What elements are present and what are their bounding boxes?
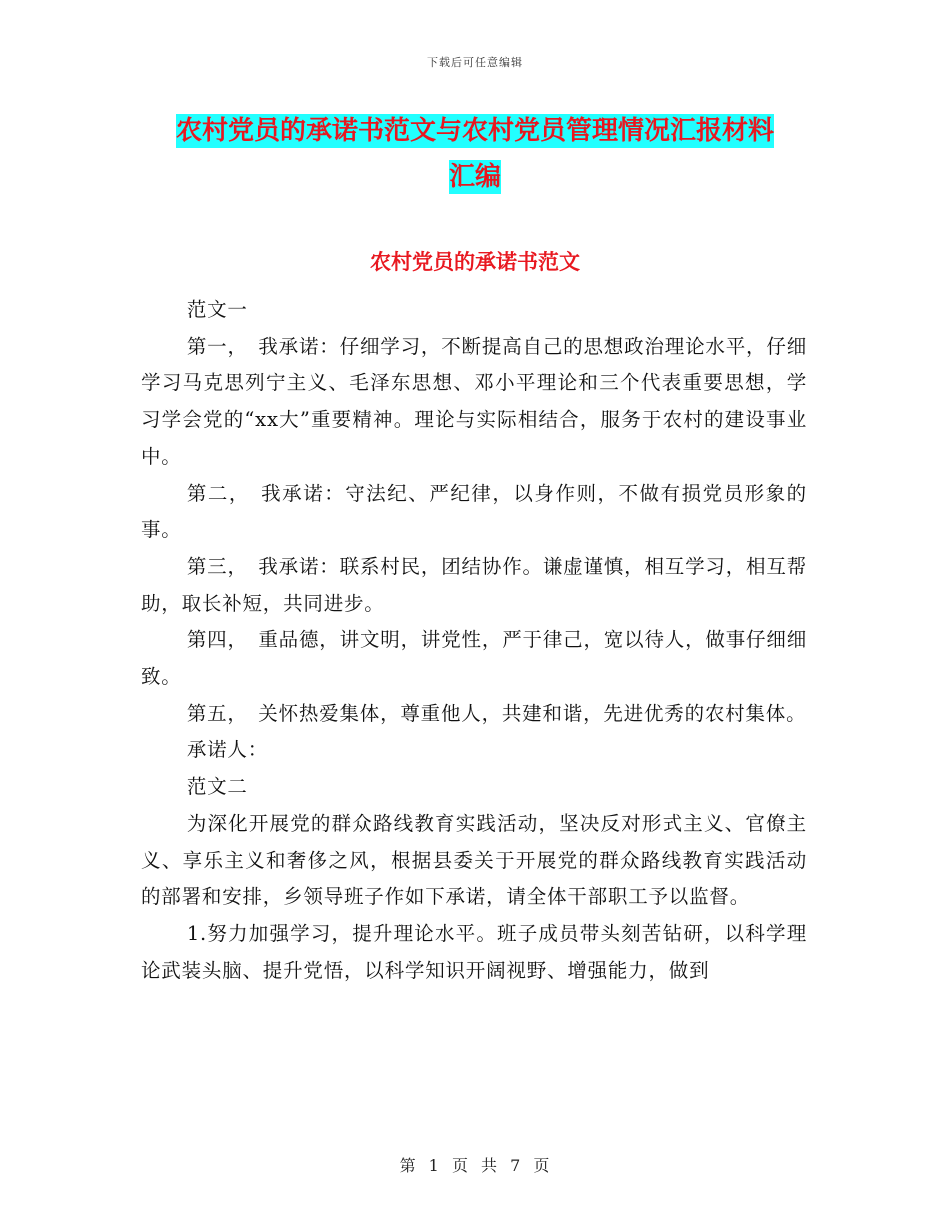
paragraph-pledge-4: 第四， 重品德，讲文明，讲党性，严于律己，宽以待人，做事仔细细致。	[141, 628, 807, 689]
document-title-line-2: 汇编	[448, 162, 501, 192]
paragraph-intro: 为深化开展党的群众路线教育实践活动，坚决反对形式主义、官僚主义、享乐主义和奢侈之风，根据县委关于开展党的群众路线教育实践活动的部署和安排，乡领导班子作如下承诺，请全体干部职工予以监督。	[141, 811, 807, 909]
paragraph-pledge-3: 第三， 我承诺：联系村民，团结协作。谦虚谨慎，相互学习，相互帮助，取长补短，共同进步。	[141, 554, 807, 615]
document-body	[141, 292, 807, 989]
paragraph-sample-1-heading: 范文一	[186, 298, 248, 321]
paragraph-pledge-2: 第二， 我承诺：守法纪、严纪律，以身作则，不做有损党员形象的事。	[141, 481, 807, 542]
paragraph-sample-2-heading: 范文二	[186, 775, 248, 799]
document-title	[140, 108, 810, 200]
page-header-note: 下载后可任意编辑	[427, 56, 523, 69]
paragraph-pledge-1: 第一， 我承诺：仔细学习，不断提高自己的思想政治理论水平，仔细学习马克思列宁主义、毛泽东思想、邓小平理论和三个代表重要思想，学习学会党的“xx大”重要精神。理论与实际相结合，服务于农村的建设事业中。	[141, 334, 807, 468]
paragraph-item-1: 1.努力加强学习，提升理论水平。班子成员带头刻苦钻研，以科学理论武装头脑、提升党悟，以科学知识开阔视野、增强能力，做到	[141, 921, 807, 982]
paragraph-signatory: 承诺人：	[186, 738, 269, 762]
page-footer: 第 1 页 共 7 页	[399, 1156, 551, 1175]
section-title: 农村党员的承诺书范文	[370, 249, 580, 274]
paragraph-pledge-5: 第五， 关怀热爱集体，尊重他人，共建和谐，先进优秀的农村集体。	[186, 701, 807, 725]
document-title-line-1: 农村党员的承诺书范文与农村党员管理情况汇报材料	[175, 116, 774, 146]
